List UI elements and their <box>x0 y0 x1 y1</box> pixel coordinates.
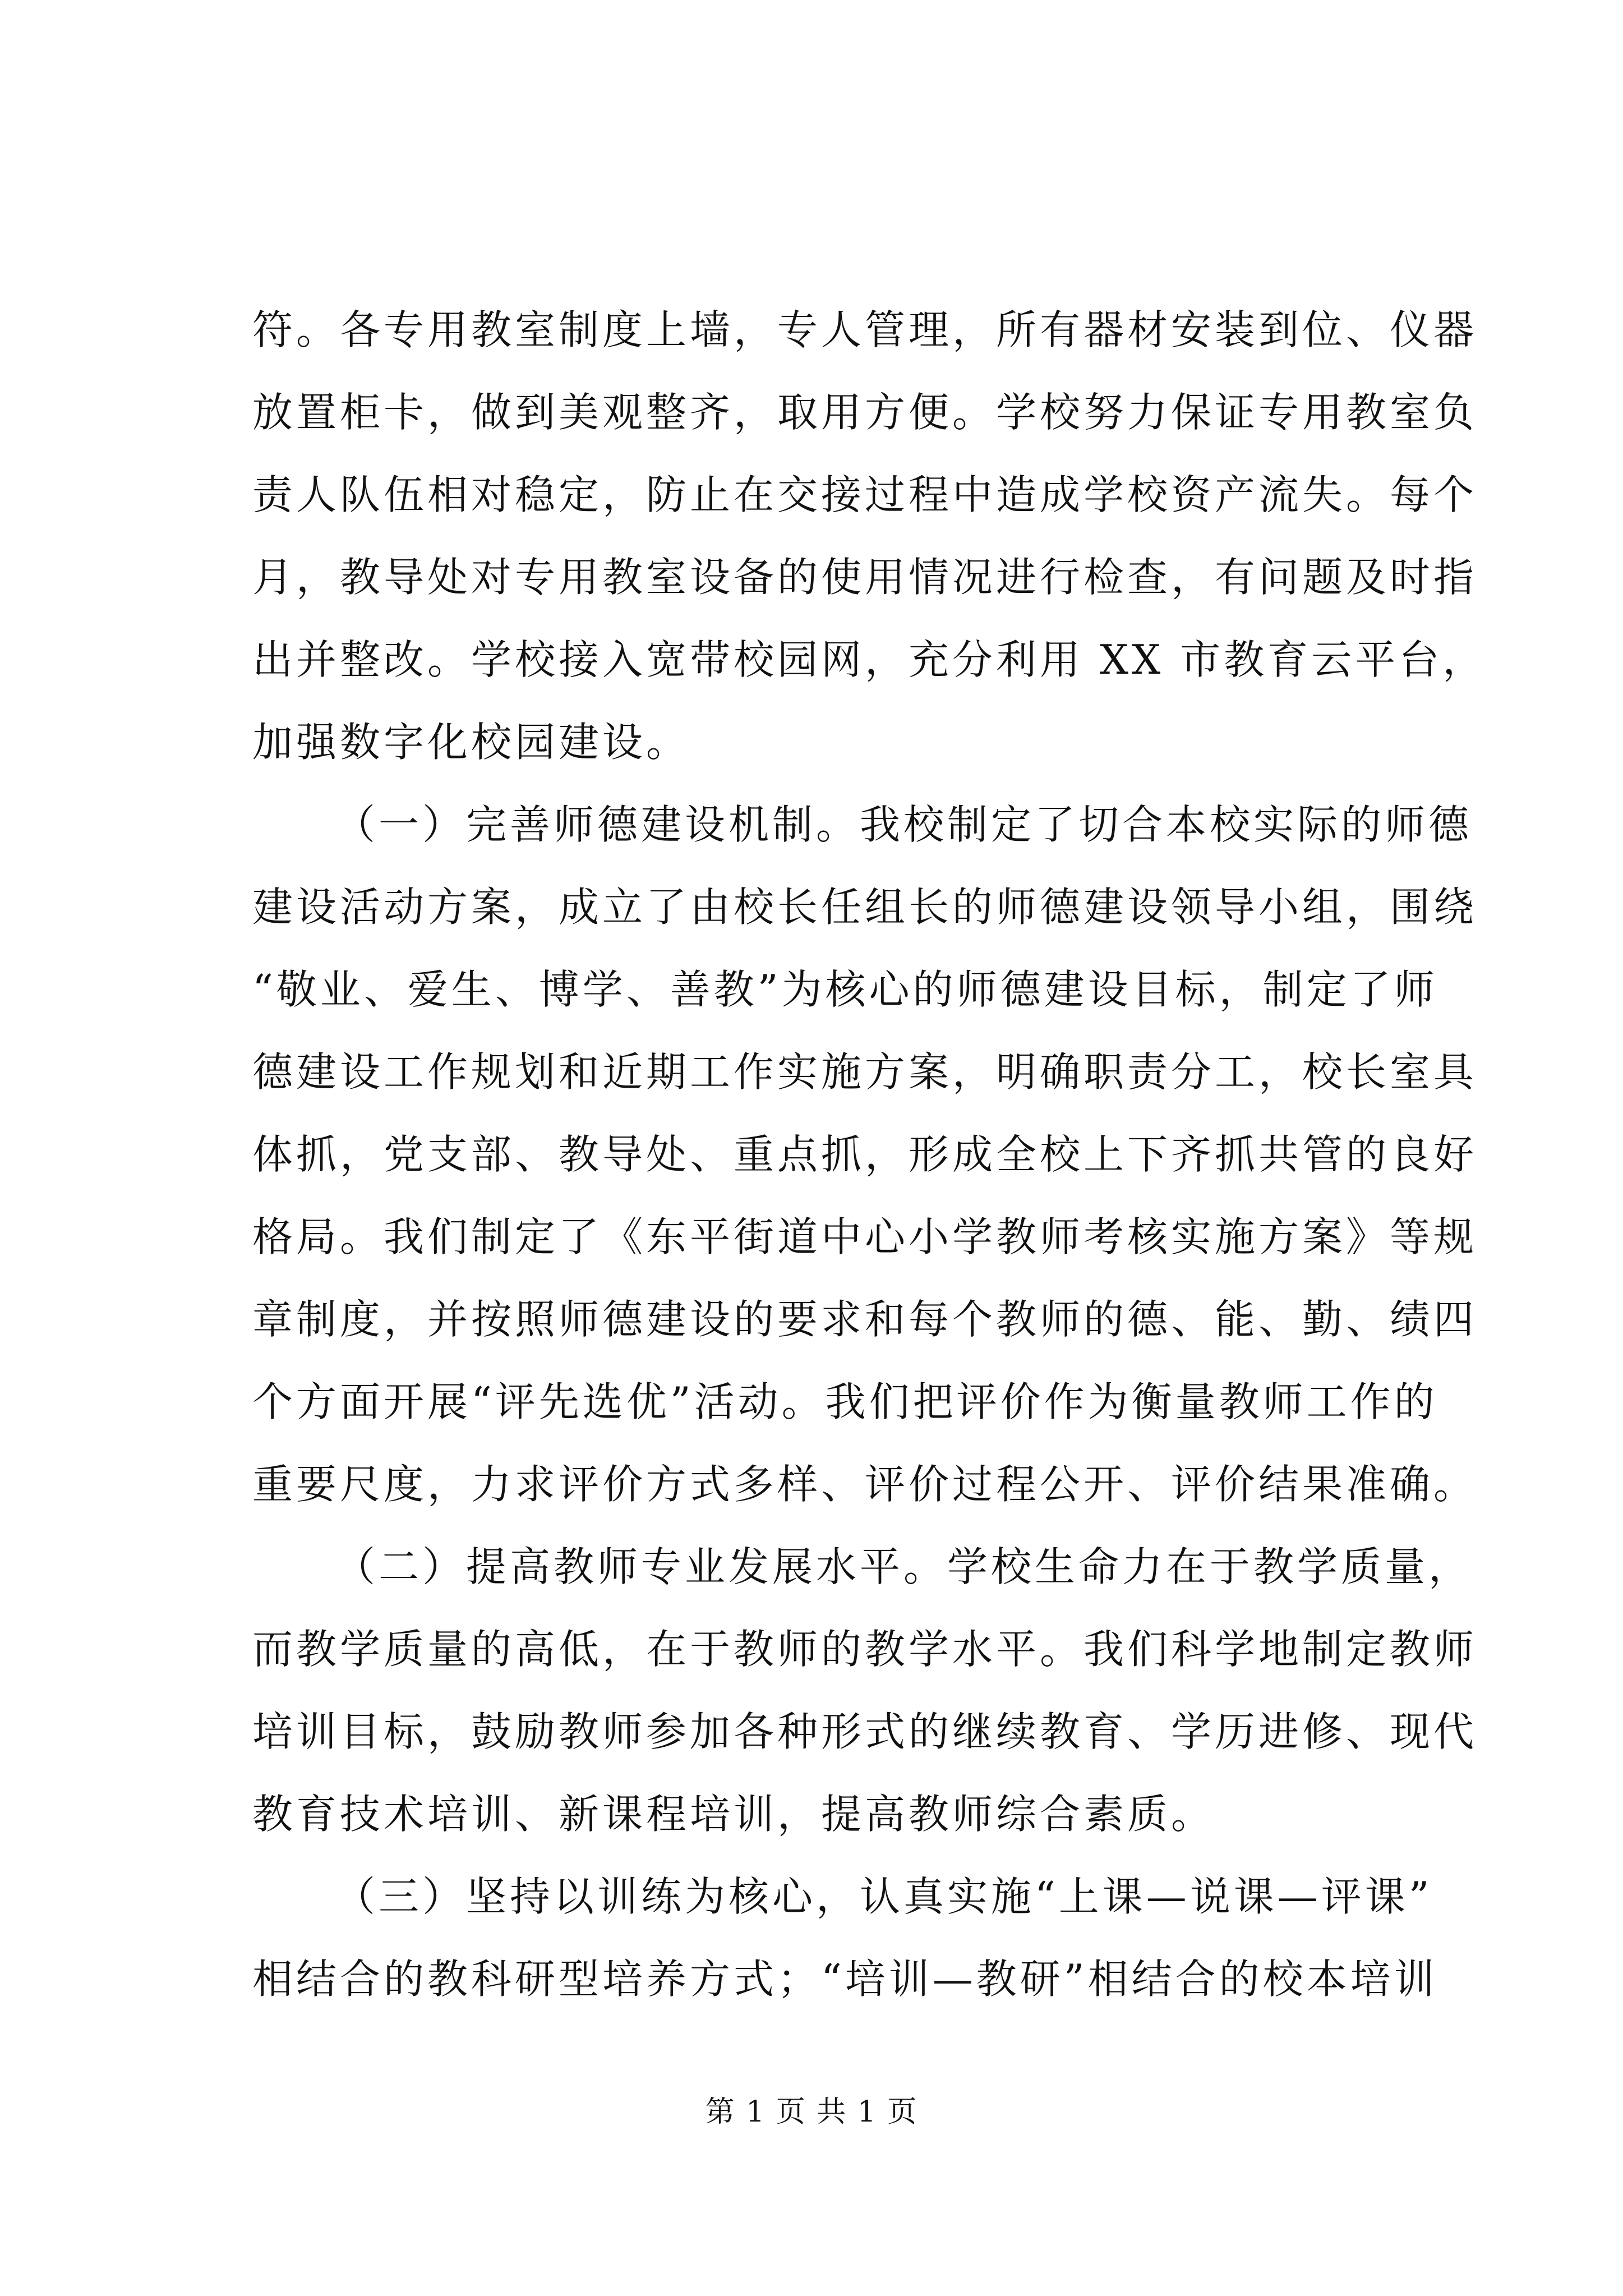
text-line: 相结合的教科研型培养方式；“培训—教研”相结合的校本培训 <box>252 1955 1438 2003</box>
text-line: 而教学质量的高低，在于教师的教学水平。我们科学地制定教师 <box>252 1626 1478 1673</box>
paragraph-start-line: （一）完善师德建设机制。我校制定了切合本校实际的师德 <box>335 801 1473 848</box>
text-line: 格局。我们制定了《东平街道中心小学教师考核实施方案》等规 <box>252 1213 1478 1260</box>
paragraph-start-line: （三）坚持以训练为核心，认真实施“上课—说课—评课” <box>335 1873 1433 1920</box>
page-number-footer: 第 1 页 共 1 页 <box>705 2095 918 2129</box>
text-line: 责人队伍相对稳定，防止在交接过程中造成学校资产流失。每个 <box>252 471 1478 518</box>
text-line: 出并整改。学校接入宽带校园网，充分利用 XX 市教育云平台， <box>252 636 1487 683</box>
text-line: 章制度，并按照师德建设的要求和每个教师的德、能、勤、绩四 <box>252 1296 1478 1343</box>
text-line: 符。各专用教室制度上墙，专人管理，所有器材安装到位、仪器 <box>252 306 1478 353</box>
text-line: “敬业、爱生、博学、善教”为核心的师德建设目标，制定了师 <box>252 966 1438 1013</box>
text-line: 加强数字化校园建设。 <box>252 719 690 766</box>
text-line: 月，教导处对专用教室设备的使用情况进行检查，有问题及时指 <box>252 554 1478 601</box>
paragraph-start-line: （二）提高教师专业发展水平。学校生命力在于教学质量， <box>335 1543 1473 1590</box>
document-body <box>252 289 1487 2021</box>
text-line: 放置柜卡，做到美观整齐，取用方便。学校努力保证专用教室负 <box>252 389 1478 436</box>
text-line: 德建设工作规划和近期工作实施方案，明确职责分工，校长室具 <box>252 1048 1478 1096</box>
text-line: 建设活动方案，成立了由校长任组长的师德建设领导小组，围绕 <box>252 884 1478 931</box>
text-line: 重要尺度，力求评价方式多样、评价过程公开、评价结果准确。 <box>252 1461 1478 1508</box>
text-line: 教育技术培训、新课程培训，提高教师综合素质。 <box>252 1791 1215 1838</box>
text-line: 个方面开展“评先选优”活动。我们把评价作为衡量教师工作的 <box>252 1378 1438 1425</box>
text-line: 培训目标，鼓励教师参加各种形式的继续教育、学历进修、现代 <box>252 1708 1478 1755</box>
text-line: 体抓，党支部、教导处、重点抓，形成全校上下齐抓共管的良好 <box>252 1131 1478 1178</box>
